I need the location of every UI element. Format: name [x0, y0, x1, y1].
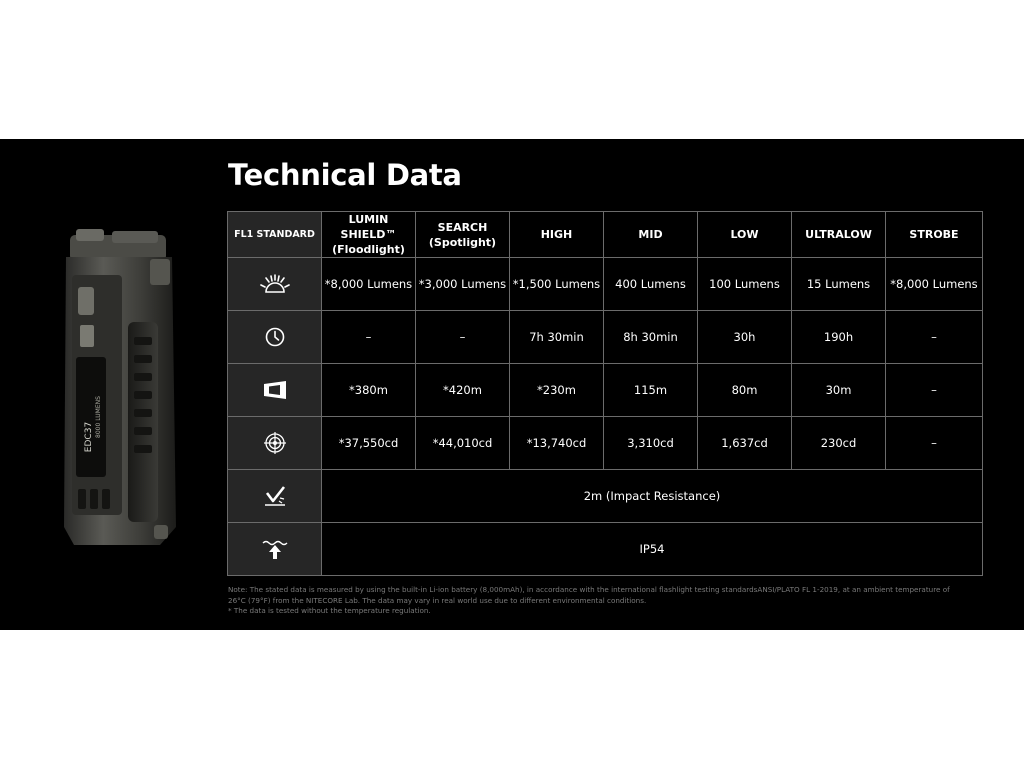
header-search-line2: (Spotlight) [428, 235, 497, 249]
header-ultralow: ULTRALOW [792, 212, 886, 258]
waterproof-icon-cell [228, 523, 322, 576]
runtime-ultralow: 190h [792, 311, 886, 364]
spec-banner [0, 139, 1024, 630]
header-row [228, 212, 983, 258]
header-strobe: STROBE [886, 212, 983, 258]
runtime-search: – [416, 311, 510, 364]
page-title: Technical Data [228, 158, 462, 192]
runtime-lumin-shield: – [322, 311, 416, 364]
runtime-mid: 8h 30min [604, 311, 698, 364]
distance-low: 80m [698, 364, 792, 417]
footnote-line2: 26°C (79°F) from the NITECORE Lab. The data may vary in real world use due to different environmental conditions. [228, 595, 647, 605]
intensity-ultralow: 230cd [792, 417, 886, 470]
runtime-strobe: – [886, 311, 983, 364]
output-strobe: *8,000 Lumens [886, 258, 983, 311]
impact-resistance-icon [260, 484, 290, 508]
header-mid: MID [604, 212, 698, 258]
runtime-low: 30h [698, 311, 792, 364]
row-waterproof [228, 523, 983, 576]
distance-lumin-shield: *380m [322, 364, 416, 417]
output-lumin-shield: *8,000 Lumens [322, 258, 416, 311]
header-low: LOW [698, 212, 792, 258]
footnote-line3: * The data is tested without the temperature regulation. [228, 606, 431, 615]
flashlight-image [60, 227, 180, 557]
waterproof-value: IP54 [322, 523, 983, 576]
output-ultralow: 15 Lumens [792, 258, 886, 311]
distance-icon-cell [228, 364, 322, 417]
header-lumin-shield-line1: LUMIN SHIELD™ [340, 213, 397, 241]
output-mid: 400 Lumens [604, 258, 698, 311]
output-low: 100 Lumens [698, 258, 792, 311]
header-search-line1: SEARCH [437, 220, 488, 234]
beam-distance-icon [260, 378, 290, 402]
distance-strobe: – [886, 364, 983, 417]
impact-icon-cell [228, 470, 322, 523]
device-output-text: 8000 LUMENS [95, 396, 102, 438]
clock-icon [260, 325, 290, 349]
intensity-mid: 3,310cd [604, 417, 698, 470]
header-lumin-shield-line2: (Floodlight) [332, 243, 405, 256]
water-resistance-icon [260, 537, 290, 561]
row-impact [228, 470, 983, 523]
intensity-strobe: – [886, 417, 983, 470]
row-intensity [228, 417, 983, 470]
distance-high: *230m [510, 364, 604, 417]
runtime-high: 7h 30min [510, 311, 604, 364]
output-icon-cell [228, 258, 322, 311]
peak-intensity-icon [260, 431, 290, 455]
footnote-line1: Note: The stated data is measured by using the built-in Li-ion battery (8,000mAh), in accordance with the international flashlight testing standardsANSI/PLATO FL 1-2019, at an ambient temperature of [228, 585, 950, 594]
footnote [228, 585, 988, 617]
light-output-icon [260, 272, 290, 296]
intensity-low: 1,637cd [698, 417, 792, 470]
device-model-text: EDC37 [84, 421, 94, 453]
intensity-lumin-shield: *37,550cd [322, 417, 416, 470]
intensity-search: *44,010cd [416, 417, 510, 470]
output-high: *1,500 Lumens [510, 258, 604, 311]
header-standard: FL1 STANDARD [228, 212, 322, 258]
intensity-icon-cell [228, 417, 322, 470]
header-search [416, 212, 510, 258]
impact-value: 2m (Impact Resistance) [322, 470, 983, 523]
output-search: *3,000 Lumens [416, 258, 510, 311]
header-lumin-shield [322, 212, 416, 258]
distance-search: *420m [416, 364, 510, 417]
row-distance [228, 364, 983, 417]
distance-mid: 115m [604, 364, 698, 417]
intensity-high: *13,740cd [510, 417, 604, 470]
technical-data-table [227, 211, 983, 576]
row-output [228, 258, 983, 311]
distance-ultralow: 30m [792, 364, 886, 417]
runtime-icon-cell [228, 311, 322, 364]
header-high: HIGH [510, 212, 604, 258]
row-runtime [228, 311, 983, 364]
